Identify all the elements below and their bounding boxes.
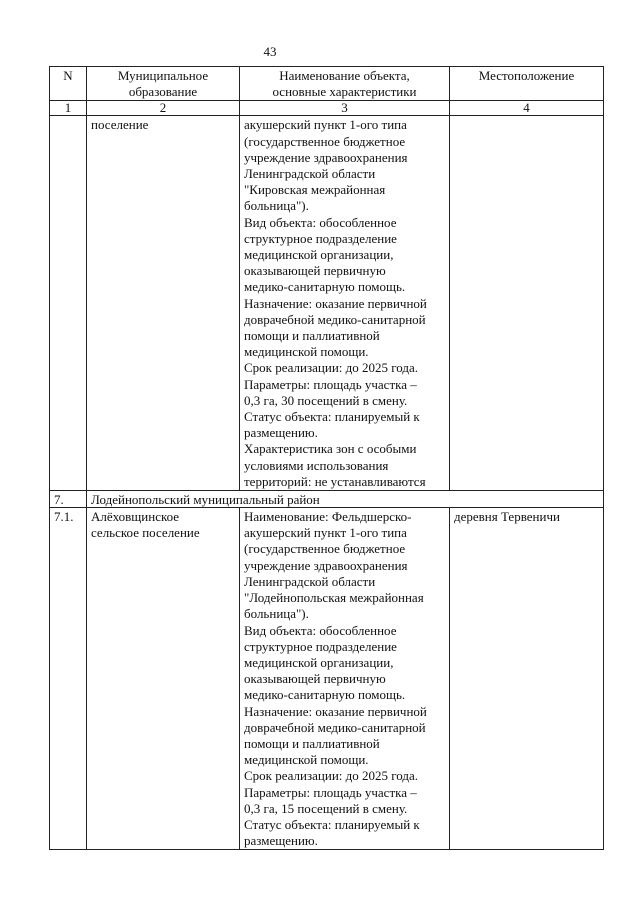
- header-municipality: [87, 67, 240, 101]
- municipality-cell: [87, 116, 240, 491]
- cell-line: сельское поселение: [91, 525, 200, 541]
- column-number: 4: [450, 101, 604, 116]
- header-line: N: [63, 68, 73, 83]
- section-title-cell: Лодейнопольский муниципальный район: [87, 491, 604, 508]
- cell-line: Срок реализации: до 2025 года.: [244, 360, 419, 376]
- cell-line: Срок реализации: до 2025 года.: [244, 768, 419, 784]
- header-line: Наименование объекта,: [279, 68, 410, 83]
- row-number-cell: [50, 116, 87, 491]
- cell-line: 0,3 га, 30 посещений в смену.: [244, 392, 408, 408]
- cell-line: акушерский пункт 1-ого типа: [244, 117, 407, 133]
- cell-line: помощи и паллиативной: [244, 735, 380, 751]
- cell-line: акушерский пункт 1-ого типа: [244, 525, 407, 541]
- header-line: Муниципальное: [117, 68, 209, 83]
- cell-line: медико-санитарную помощь.: [244, 687, 406, 703]
- cell-line: медицинской организации,: [244, 247, 394, 263]
- description-cell: [240, 508, 450, 850]
- page-number: 43: [263, 44, 277, 59]
- cell-line: помощи и паллиативной: [244, 328, 380, 344]
- cell-line: больница").: [244, 198, 309, 214]
- header-line: основные характеристики: [272, 84, 417, 100]
- table-row-entry: [50, 508, 604, 850]
- header-line: образование: [128, 84, 198, 100]
- header-location: [450, 67, 604, 101]
- cell-line: "Лодейнопольская межрайонная: [244, 590, 424, 606]
- cell-line: структурное подразделение: [244, 638, 397, 654]
- cell-line: Вид объекта: обособленное: [244, 214, 397, 230]
- cell-line: Алёховщинское: [91, 509, 180, 525]
- cell-line: размещению.: [244, 425, 318, 441]
- column-number-row: [50, 101, 604, 116]
- cell-line: медицинской помощи.: [244, 752, 369, 768]
- cell-line: Параметры: площадь участка –: [244, 784, 417, 800]
- cell-line: Назначение: оказание первичной: [244, 703, 427, 719]
- cell-line: Ленинградской области: [244, 573, 376, 589]
- table-row-continuation: [50, 116, 604, 491]
- document-table: [49, 66, 604, 850]
- cell-line: Наименование: Фельдшерско-: [244, 509, 412, 525]
- municipality-cell: [87, 508, 240, 850]
- table-row-section: [50, 491, 604, 508]
- header-line: Местоположение: [478, 68, 575, 83]
- location-cell: [450, 116, 604, 491]
- cell-line: доврачебной медико-санитарной: [244, 719, 426, 735]
- column-number: 3: [240, 101, 450, 116]
- cell-line: (государственное бюджетное: [244, 133, 406, 149]
- column-number: 2: [87, 101, 240, 116]
- cell-line: медицинской помощи.: [244, 344, 369, 360]
- cell-line: территорий: не устанавливаются: [244, 473, 426, 489]
- cell-line: структурное подразделение: [244, 230, 397, 246]
- cell-line: Статус объекта: планируемый к: [244, 816, 420, 832]
- cell-line: "Кировская межрайонная: [244, 182, 386, 198]
- cell-line: оказывающей первичную: [244, 263, 386, 279]
- cell-line: доврачебной медико-санитарной: [244, 311, 426, 327]
- cell-line: 0,3 га, 15 посещений в смену.: [244, 800, 408, 816]
- row-number-cell: 7.1.: [50, 508, 87, 850]
- cell-line: оказывающей первичную: [244, 671, 386, 687]
- description-cell: [240, 116, 450, 491]
- cell-line: больница").: [244, 606, 309, 622]
- cell-line: Вид объекта: обособленное: [244, 622, 397, 638]
- cell-line: условиями использования: [244, 457, 389, 473]
- cell-line: Характеристика зон с особыми: [244, 441, 417, 457]
- cell-line: размещению.: [244, 833, 318, 849]
- header-object: [240, 67, 450, 101]
- cell-line: деревня Тервеничи: [454, 509, 560, 525]
- cell-line: Назначение: оказание первичной: [244, 295, 427, 311]
- cell-line: (государственное бюджетное: [244, 541, 406, 557]
- column-number: 1: [50, 101, 87, 116]
- cell-line: медицинской организации,: [244, 654, 394, 670]
- location-cell: [450, 508, 604, 850]
- cell-line: медико-санитарную помощь.: [244, 279, 406, 295]
- section-number-cell: 7.: [50, 491, 87, 508]
- cell-line: Ленинградской области: [244, 166, 376, 182]
- cell-line: Параметры: площадь участка –: [244, 376, 417, 392]
- cell-line: поселение: [91, 117, 149, 133]
- cell-line: учреждение здравоохранения: [244, 557, 408, 573]
- cell-line: учреждение здравоохранения: [244, 149, 408, 165]
- table-header-row: [50, 67, 604, 101]
- cell-line: Статус объекта: планируемый к: [244, 409, 420, 425]
- header-n: [50, 67, 87, 101]
